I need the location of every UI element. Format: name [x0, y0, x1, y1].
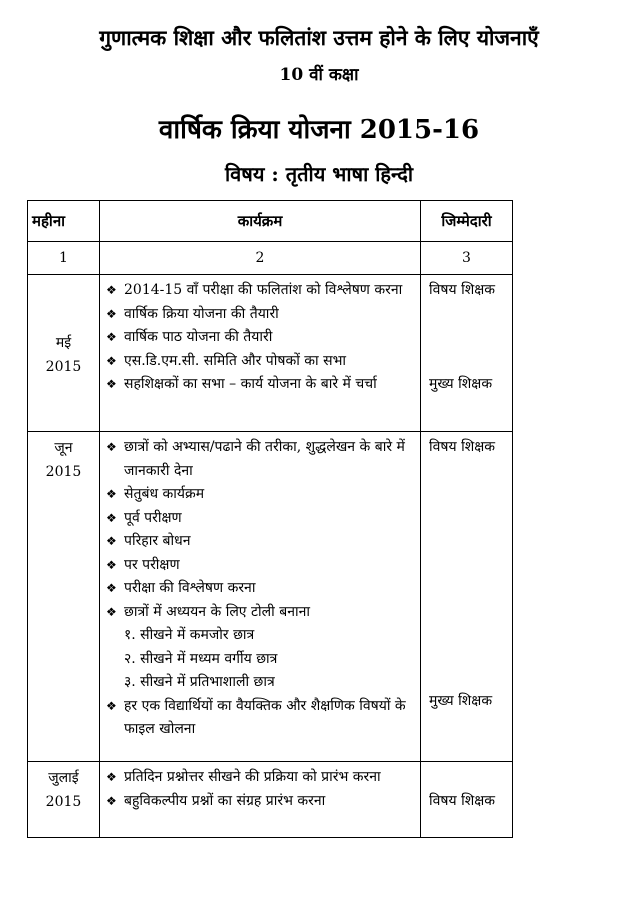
- responsibility-cell: [421, 275, 513, 432]
- document-title: गुणात्मक शिक्षा और फलितांश उत्तम होने के लिए योजनाएँ: [99, 25, 539, 50]
- activity-item: ❖ सेतुबंध कार्यक्रम: [106, 483, 414, 507]
- responsibility-item: मुख्य शिक्षक: [429, 375, 493, 392]
- responsibility-item: विषय शिक्षक: [429, 439, 496, 455]
- table-row: [28, 762, 513, 838]
- activity-subitem: २. सीखने में मध्यम वर्गीय छात्र: [124, 650, 278, 667]
- activity-item: ❖ पर परीक्षण: [106, 554, 414, 578]
- table-row: [28, 432, 513, 762]
- column-header-month: महीना: [28, 201, 100, 242]
- responsibility-item: विषय शिक्षक: [429, 792, 496, 809]
- month-cell: [28, 275, 100, 432]
- responsibility-cell: [421, 762, 513, 838]
- table-row: [28, 275, 513, 432]
- activities-cell: [100, 762, 421, 838]
- column-header-programme: कार्यक्रम: [100, 201, 421, 242]
- column-number: 1: [28, 242, 100, 275]
- activity-item: ❖ परिहार बोधन: [106, 530, 414, 554]
- table-header-row: [28, 201, 513, 242]
- subject-label: विषय : तृतीय भाषा हिन्दी: [224, 162, 414, 186]
- activities-cell: [100, 432, 421, 762]
- activity-item: ❖ पूर्व परीक्षण: [106, 507, 414, 531]
- activity-item: ❖ छात्रों को अभ्यास/पढाने की तरीका, शुद्धलेखन के बारे में जानकारी देना: [106, 436, 414, 483]
- month-year: 2015: [45, 358, 82, 375]
- annual-plan-table: [27, 200, 513, 838]
- activity-item: ❖ प्रतिदिन प्रश्नोत्तर सीखने की प्रक्रिया को प्रारंभ करना: [106, 766, 414, 790]
- activity-item: ❖ हर एक विद्यार्थियों का वैयक्तिक और शैक्षणिक विषयों के फाइल खोलना: [106, 695, 414, 742]
- activity-item: ❖ वार्षिक क्रिया योजना की तैयारी: [106, 303, 414, 327]
- activity-item: ❖ सहशिक्षकों का सभा – कार्य योजना के बारे में चर्चा: [106, 373, 414, 397]
- month-cell: [28, 432, 100, 762]
- column-number: 3: [421, 242, 513, 275]
- activity-item: ❖ परीक्षा की विश्लेषण करना: [106, 577, 414, 601]
- activity-item: ❖ 2014-15 वाँ परीक्षा की फलितांश को विश्लेषण करना: [106, 279, 414, 303]
- activity-subitem: १. सीखने में कमजोर छात्र: [124, 627, 255, 643]
- activity-subitem: ३. सीखने में प्रतिभाशाली छात्र: [124, 674, 275, 690]
- column-number: 2: [100, 242, 421, 275]
- month-name: मई: [55, 334, 72, 351]
- column-number-row: [28, 242, 513, 275]
- plan-title: वार्षिक क्रिया योजना 2015-16: [158, 115, 480, 145]
- month-name: जून: [54, 440, 73, 456]
- month-name: जुलाई: [48, 770, 79, 786]
- month-cell: [28, 762, 100, 838]
- month-year: 2015: [45, 794, 82, 810]
- month-year: 2015: [45, 464, 82, 480]
- activity-item: ❖ बहुविकल्पीय प्रश्नों का संग्रह प्रारंभ करना: [106, 790, 414, 814]
- responsibility-item: विषय शिक्षक: [429, 282, 496, 298]
- activity-item: ❖ छात्रों में अध्ययन के लिए टोली बनाना: [106, 601, 414, 625]
- activity-item: ❖ वार्षिक पाठ योजना की तैयारी: [106, 326, 414, 350]
- responsibility-cell: [421, 432, 513, 762]
- activities-cell: [100, 275, 421, 432]
- class-label: 10 वीं कक्षा: [279, 65, 359, 85]
- column-header-responsibility: जिम्मेदारी: [421, 201, 513, 242]
- activity-item: ❖ एस.डि.एम.सी. समिति और पोषकों का सभा: [106, 350, 414, 374]
- responsibility-item: मुख्य शिक्षक: [429, 692, 493, 709]
